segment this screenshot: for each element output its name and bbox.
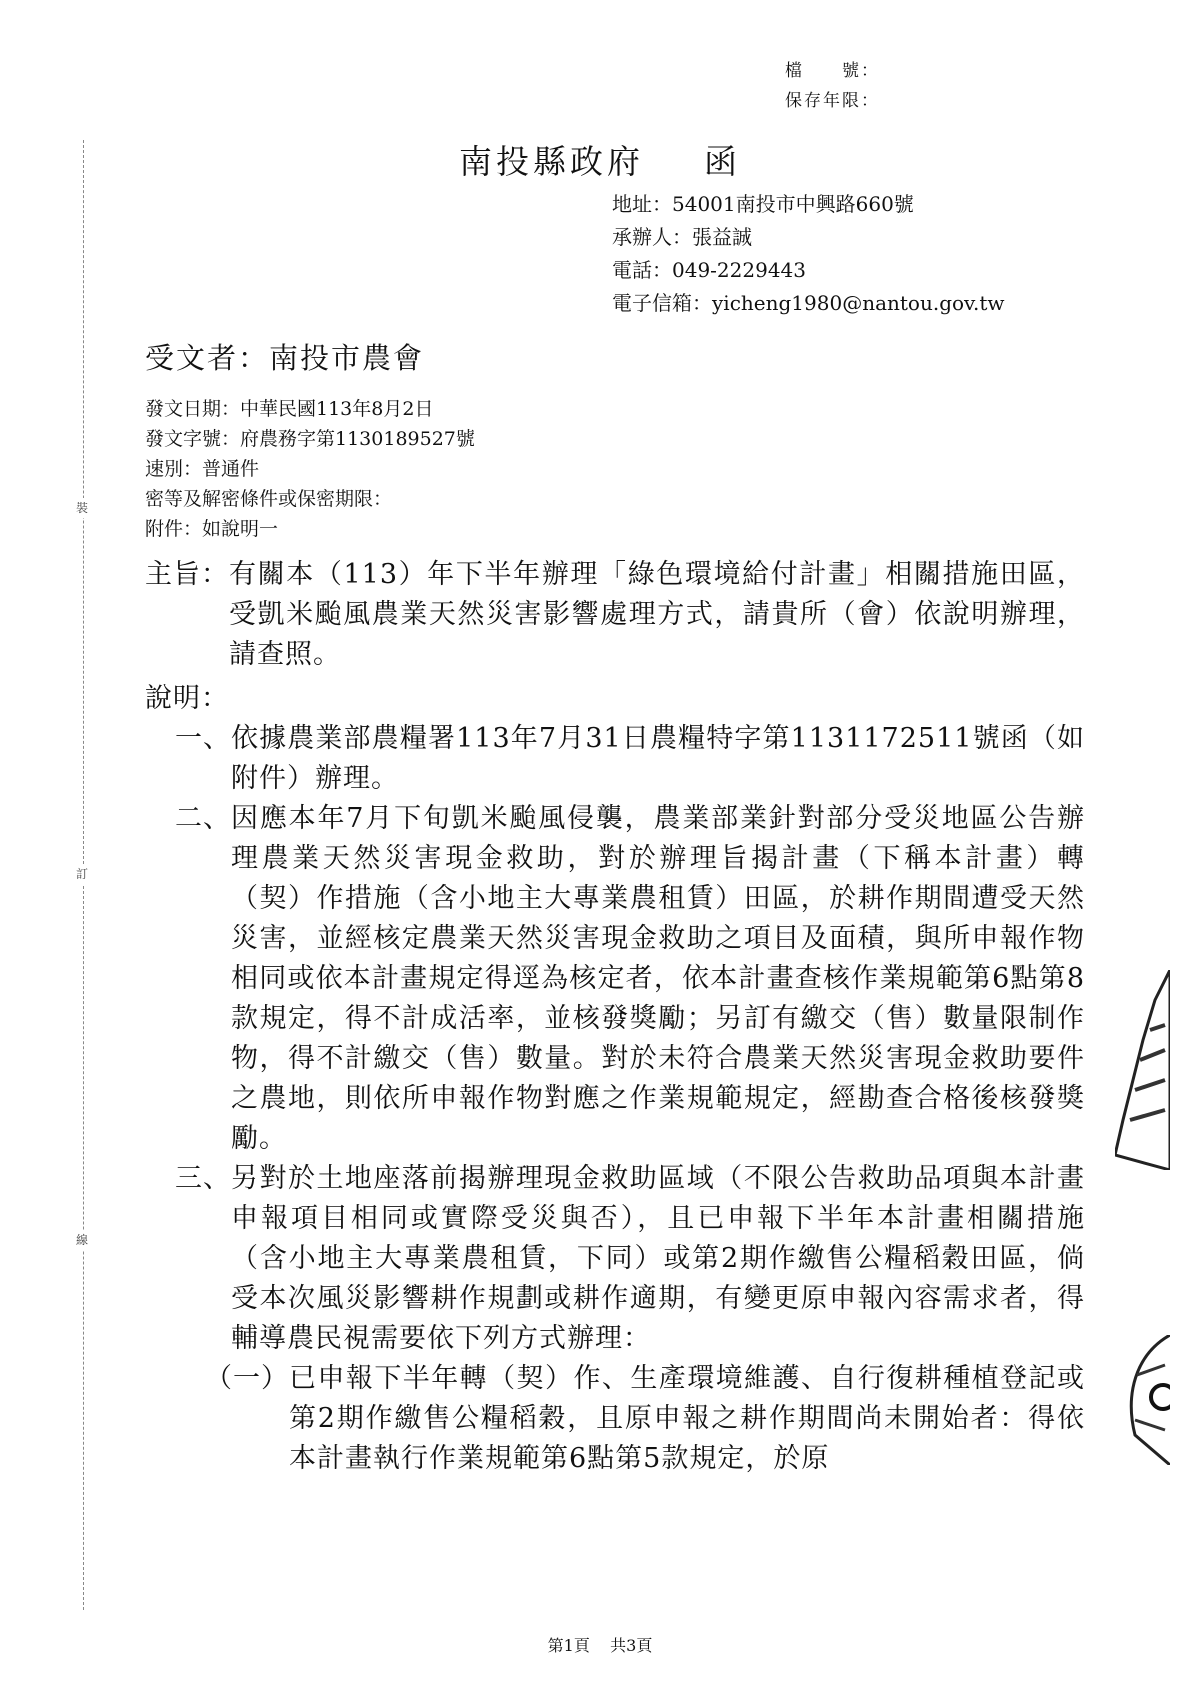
subject [145, 555, 1085, 675]
page-footer [0, 1633, 1200, 1656]
issue-date: 發文日期：中華民國113年8月2日 [145, 398, 434, 420]
subject-label: 主旨： [145, 559, 229, 590]
recipient: 受文者：南投市農會 [145, 341, 425, 375]
agency-name: 南投縣政府 [459, 142, 644, 181]
document-title [0, 136, 1200, 183]
file-meta [785, 56, 880, 116]
attachment: 附件：如說明一 [145, 518, 279, 540]
binding-mark-xian: 線 [76, 1230, 88, 1250]
contact-officer: 承辦人：張益誠 [612, 225, 752, 249]
document-type: 函 [704, 142, 741, 181]
contact-block [612, 188, 1004, 320]
explanation-item: 一、 依據農業部農糧署113年7月31日農糧特字第1131172511號函（如附件）辦理。 [175, 723, 1085, 794]
reference-number: 發文字號：府農務字第1130189527號 [145, 428, 475, 450]
explanation-item: 二、 因應本年7月下旬凱米颱風侵襲，農業部業針對部分受災地區公告辦理農業天然災害現金救助，對於辦理旨揭計畫（下稱本計畫）轉（契）作措施（含小地主大專業農租賃）田區，於耕作期間遭受天然災害，並經核定農業天然災害現金救助之項目及面積，與所申報作物相同或依本計畫規定得逕為核定者，依本計畫查核作業規範第6點第8款規定，得不計成活率，並核發獎勵；另訂有繳交（售）數量限制作物，得不計繳交（售）數量。對於未符合農業天然災害現金救助要件之農地，則依所申報作物對應之作業規範規定，經勘查合格後核發獎勵。 [175, 803, 1085, 1154]
page-number: 第1頁 [547, 1636, 590, 1655]
document-body [145, 555, 1085, 1479]
retention-period-label: 保存年限： [785, 91, 880, 111]
binding-mark-ding: 訂 [76, 864, 88, 884]
seal-stamp-fragment [1125, 1335, 1170, 1465]
issue-meta [145, 394, 475, 544]
contact-phone: 電話：049-2229443 [612, 258, 807, 282]
explanation-item: 三、 另對於土地座落前揭辦理現金救助區域（不限公告救助品項與本計畫申報項目相同或實際受災與否），且已申報下半年本計畫相關措施（含小地主大專業農租賃，下同）或第2期作繳售公糧稻穀田區，倘受本次風災影響耕作規劃或耕作適期，有變更原申報內容需求者，得輔導農民視需要依下列方式辦理： [175, 1163, 1085, 1354]
file-number-label: 檔 號： [785, 61, 880, 81]
contact-email: 電子信箱：yicheng1980@nantou.gov.tw [612, 291, 1005, 315]
contact-address: 地址：54001南投市中興路660號 [612, 192, 914, 216]
explanation-sub-item: （一） 已申報下半年轉（契）作、生產環境維護、自行復耕種植登記或第2期作繳售公糧稻穀，且原申報之耕作期間尚未開始者：得依本計畫執行作業規範第6點第5款規定，於原 [205, 1363, 1085, 1474]
urgency: 速別：普通件 [145, 458, 260, 480]
page-total: 共3頁 [610, 1636, 653, 1655]
secrecy: 密等及解密條件或保密期限： [145, 488, 393, 510]
explanation-label: 說明： [145, 683, 229, 714]
seal-stamp-fragment [1115, 970, 1170, 1170]
binding-mark-zhuang: 裝 [76, 498, 88, 518]
subject-text: 有關本（113）年下半年辦理「綠色環境給付計畫」相關措施田區，受凱米颱風農業天然災害影響處理方式，請貴所（會）依說明辦理，請查照。 [229, 559, 1085, 670]
